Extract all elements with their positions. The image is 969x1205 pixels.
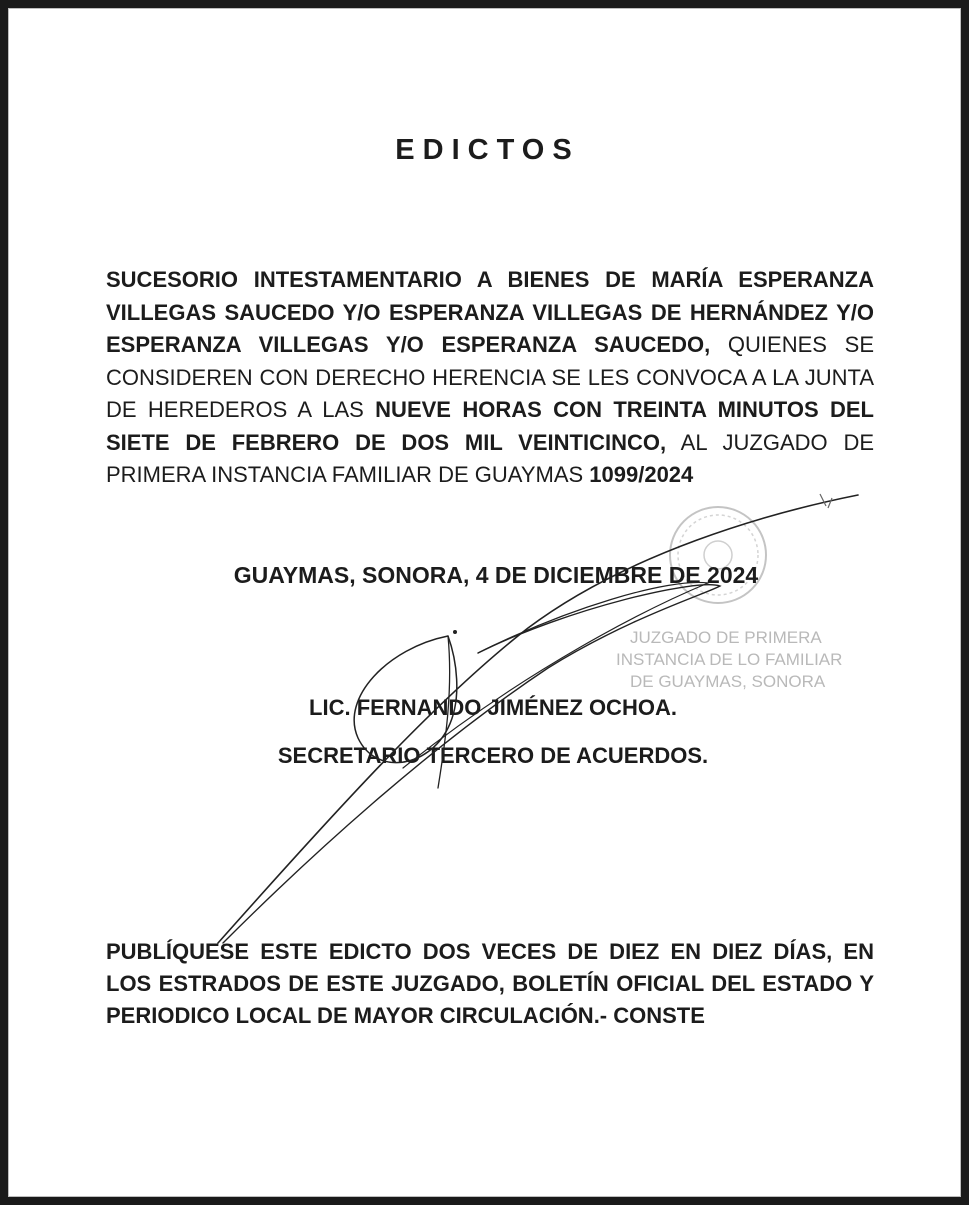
document-title: EDICTOS	[395, 134, 580, 166]
signer-role: SECRETARIO TERCERO DE ACUERDOS.	[277, 743, 709, 768]
edict-body	[106, 264, 874, 492]
signer-name: LIC. FERNANDO JIMÉNEZ OCHOA.	[309, 695, 677, 720]
body-segment-hearing-date: NUEVE HORAS CON TREINTA MINUTOS DEL SIETE DE FEBRERO DE DOS MIL VEINTICINCO,	[106, 397, 874, 455]
stamp-line-1: JUZGADO DE PRIMERA	[630, 628, 822, 647]
stamp-line-3: DE GUAYMAS, SONORA	[630, 672, 826, 691]
body-segment-case-number: 1099/2024	[589, 462, 694, 487]
body-segment-decedent: SUCESORIO INTESTAMENTARIO A BIENES DE MARÍA ESPERANZA VILLEGAS SAUCEDO Y/O ESPERANZA VILLEGAS DE HERNÁNDEZ Y/O ESPERANZA VILLEGAS Y/O ESPERANZA SAUCEDO,	[106, 267, 874, 357]
body-segment-court: AL JUZGADO DE PRIMERA INSTANCIA FAMILIAR DE GUAYMAS	[106, 429, 875, 487]
publication-notice: PUBLÍQUESE ESTE EDICTO DOS VECES DE DIEZ EN DIEZ DÍAS, EN LOS ESTRADOS DE ESTE JUZGADO, BOLETÍN OFICIAL DEL ESTADO Y PERIODICO LOCAL DE MAYOR CIRCULACIÓN.- CONSTE	[106, 939, 874, 1028]
stamp-line-2: INSTANCIA DE LO FAMILIAR	[616, 650, 843, 669]
court-stamp	[608, 503, 848, 713]
body-segment-convocation: QUIENES SE CONSIDEREN CON DERECHO HERENCIA SE LES CONVOCA A LA JUNTA DE HEREDEROS A LAS	[106, 332, 875, 422]
place-and-date: GUAYMAS, SONORA, 4 DE DICIEMBRE DE 2024	[233, 562, 759, 588]
